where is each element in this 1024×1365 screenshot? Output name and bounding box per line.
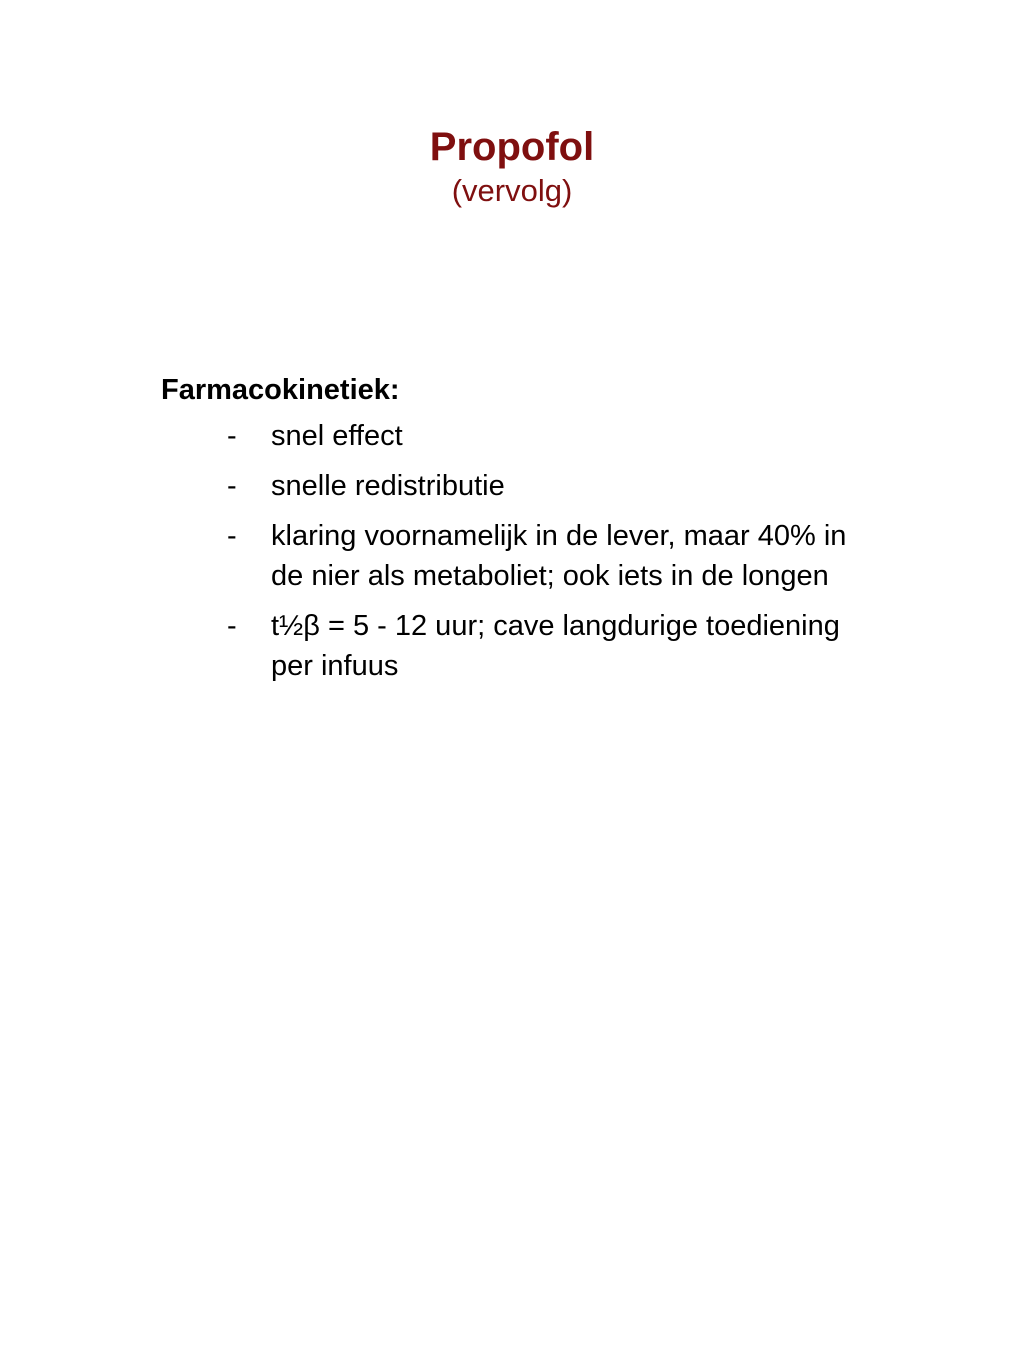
bullet-list [161,416,881,686]
slide-content [161,370,881,696]
list-item [161,466,881,506]
slide-subtitle: (vervolg) [451,173,573,208]
list-item-text: klaring voornamelijk in de lever, maar 40% in de nier als metaboliet; ook iets in de longen [271,520,847,592]
dash-bullet: - [227,610,237,642]
list-item [161,416,881,456]
list-item-text: snel effect [271,420,403,452]
list-item [161,606,881,686]
dash-bullet: - [227,470,237,502]
list-item-text: t½β = 5 - 12 uur; cave langdurige toediening per infuus [271,610,840,682]
slide-title: Propofol [429,125,595,169]
slide-title-block [0,122,1024,210]
section-heading: Farmacokinetiek: [161,374,400,406]
list-item-text: snelle redistributie [271,470,505,502]
dash-bullet: - [227,420,237,452]
list-item [161,516,881,596]
dash-bullet: - [227,520,237,552]
